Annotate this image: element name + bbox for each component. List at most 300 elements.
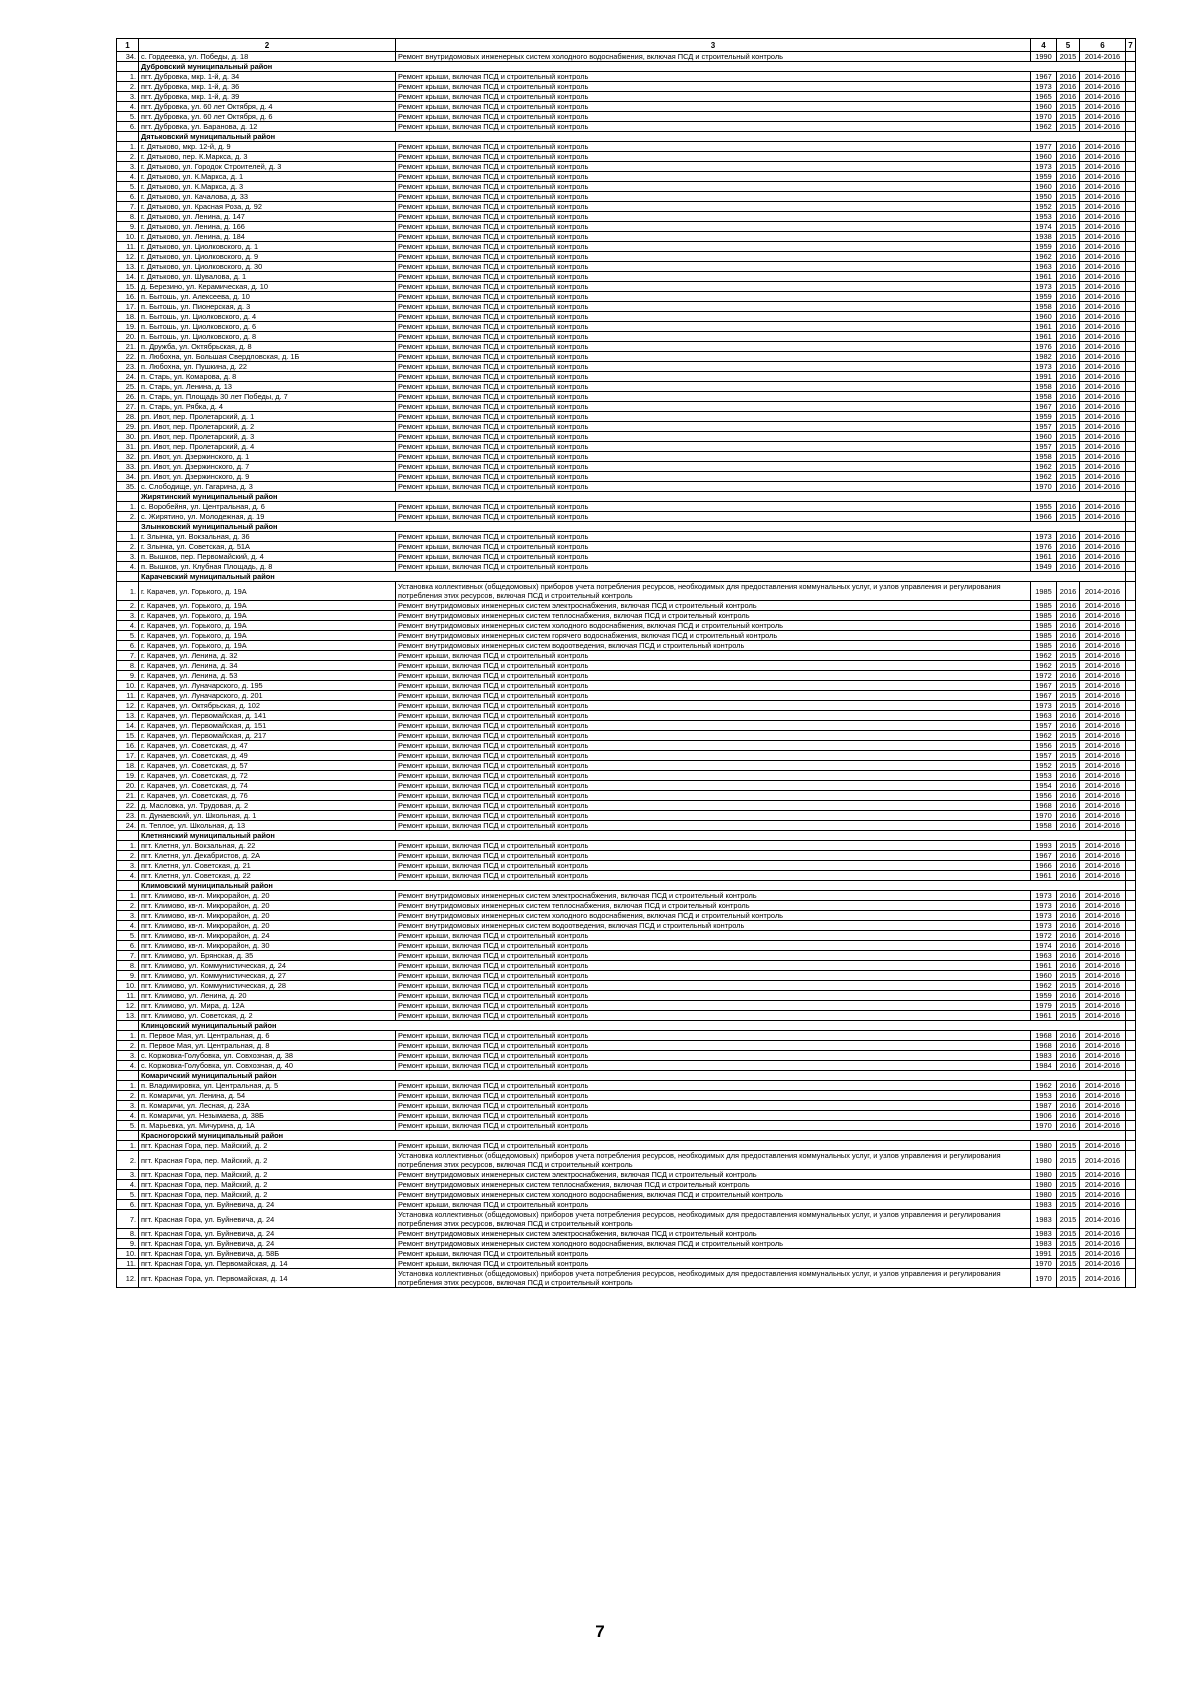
- note-cell: [1126, 631, 1136, 641]
- row-number: 27.: [117, 402, 139, 412]
- planned-year-cell: 2016: [1057, 532, 1080, 542]
- program-period-cell: 2014-2016: [1080, 1200, 1126, 1210]
- work-type-cell: Ремонт крыши, включая ПСД и строительный контроль: [396, 312, 1031, 322]
- row-number: 4.: [117, 921, 139, 931]
- note-cell: [1126, 991, 1136, 1001]
- table-row: [117, 1190, 1136, 1200]
- table-row: [117, 182, 1136, 192]
- program-period-cell: 2014-2016: [1080, 442, 1126, 452]
- program-period-cell: 2014-2016: [1080, 172, 1126, 182]
- table-row: [117, 1031, 1136, 1041]
- program-period-cell: 2014-2016: [1080, 122, 1126, 132]
- commissioning-year-cell: 1970: [1031, 1121, 1057, 1131]
- planned-year-cell: 2016: [1057, 1041, 1080, 1051]
- planned-year-cell: 2016: [1057, 931, 1080, 941]
- row-number: 1.: [117, 142, 139, 152]
- row-number: 8.: [117, 961, 139, 971]
- row-number: 11.: [117, 242, 139, 252]
- row-number: 20.: [117, 332, 139, 342]
- note-cell: [1126, 651, 1136, 661]
- row-number: 24.: [117, 372, 139, 382]
- program-period-cell: 2014-2016: [1080, 701, 1126, 711]
- table-row: [117, 761, 1136, 771]
- commissioning-year-cell: 1973: [1031, 901, 1057, 911]
- work-type-cell: Ремонт крыши, включая ПСД и строительный контроль: [396, 232, 1031, 242]
- commissioning-year-cell: 1960: [1031, 432, 1057, 442]
- address-cell: г. Карачев, ул. Советская, д. 74: [139, 781, 396, 791]
- row-number: 1.: [117, 1031, 139, 1041]
- address-cell: г. Карачев, ул. Луначарского, д. 201: [139, 691, 396, 701]
- program-period-cell: 2014-2016: [1080, 611, 1126, 621]
- planned-year-cell: 2015: [1057, 1190, 1080, 1200]
- note-cell: [1126, 821, 1136, 831]
- commissioning-year-cell: 1968: [1031, 1041, 1057, 1051]
- note-cell: [1126, 482, 1136, 492]
- planned-year-cell: 2016: [1057, 641, 1080, 651]
- address-cell: пгт. Климово, кв-л. Микрорайон, д. 30: [139, 941, 396, 951]
- table-row: [117, 1259, 1136, 1269]
- planned-year-cell: 2015: [1057, 472, 1080, 482]
- table-row: [117, 202, 1136, 212]
- row-number: 29.: [117, 422, 139, 432]
- table-row: [117, 781, 1136, 791]
- section-header-row: [117, 1071, 1136, 1081]
- address-cell: п. Первое Мая, ул. Центральная, д. 6: [139, 1031, 396, 1041]
- work-type-cell: Ремонт крыши, включая ПСД и строительный контроль: [396, 981, 1031, 991]
- commissioning-year-cell: 1970: [1031, 811, 1057, 821]
- commissioning-year-cell: 1960: [1031, 182, 1057, 192]
- program-period-cell: 2014-2016: [1080, 721, 1126, 731]
- address-cell: пгт. Красная Гора, ул. Буйневича, д. 24: [139, 1210, 396, 1229]
- note-cell: [1126, 92, 1136, 102]
- address-cell: рп. Ивот, ул. Дзержинского, д. 1: [139, 452, 396, 462]
- address-cell: пгт. Климово, ул. Коммунистическая, д. 28: [139, 981, 396, 991]
- address-cell: п. Бытошь, ул. Алексеева, д. 10: [139, 292, 396, 302]
- row-number: 12.: [117, 252, 139, 262]
- work-type-cell: Ремонт крыши, включая ПСД и строительный контроль: [396, 192, 1031, 202]
- row-number: 7.: [117, 651, 139, 661]
- row-number: 2.: [117, 1091, 139, 1101]
- row-number: 12.: [117, 701, 139, 711]
- row-number: 3.: [117, 1051, 139, 1061]
- row-number: 9.: [117, 1239, 139, 1249]
- planned-year-cell: 2016: [1057, 801, 1080, 811]
- note-cell: [1126, 352, 1136, 362]
- note-cell: [1126, 741, 1136, 751]
- commissioning-year-cell: 1985: [1031, 631, 1057, 641]
- address-cell: п. Комаричи, ул. Лесная, д. 23А: [139, 1101, 396, 1111]
- planned-year-cell: 2016: [1057, 562, 1080, 572]
- row-number: 30.: [117, 432, 139, 442]
- note-cell: [1126, 582, 1136, 601]
- work-type-cell: Ремонт крыши, включая ПСД и строительный контроль: [396, 1259, 1031, 1269]
- district-title: Жирятинский муниципальный район: [139, 492, 1126, 502]
- program-period-cell: 2014-2016: [1080, 542, 1126, 552]
- table-row: [117, 911, 1136, 921]
- address-cell: с. Воробейня, ул. Центральная, д. 6: [139, 502, 396, 512]
- row-number-cell: [117, 1071, 139, 1081]
- program-period-cell: 2014-2016: [1080, 52, 1126, 62]
- note-cell: [1126, 212, 1136, 222]
- table-row: [117, 432, 1136, 442]
- planned-year-cell: 2016: [1057, 482, 1080, 492]
- address-cell: п. Старь, ул. Ленина, д. 13: [139, 382, 396, 392]
- program-period-cell: 2014-2016: [1080, 322, 1126, 332]
- program-period-cell: 2014-2016: [1080, 691, 1126, 701]
- row-number: 11.: [117, 691, 139, 701]
- table-row: [117, 1210, 1136, 1229]
- commissioning-year-cell: 1967: [1031, 691, 1057, 701]
- work-type-cell: Ремонт внутридомовых инженерных систем теплоснабжения, включая ПСД и строительный контроль: [396, 901, 1031, 911]
- program-period-cell: 2014-2016: [1080, 1061, 1126, 1071]
- row-number: 6.: [117, 122, 139, 132]
- table-row: [117, 1001, 1136, 1011]
- work-type-cell: Ремонт крыши, включая ПСД и строительный контроль: [396, 402, 1031, 412]
- table-row: [117, 951, 1136, 961]
- table-row: [117, 442, 1136, 452]
- work-type-cell: Ремонт крыши, включая ПСД и строительный контроль: [396, 252, 1031, 262]
- table-row: [117, 362, 1136, 372]
- note-cell: [1126, 492, 1136, 502]
- work-type-cell: Ремонт крыши, включая ПСД и строительный контроль: [396, 422, 1031, 432]
- commissioning-year-cell: 1973: [1031, 921, 1057, 931]
- note-cell: [1126, 82, 1136, 92]
- address-cell: г. Карачев, ул. Первомайская, д. 217: [139, 731, 396, 741]
- note-cell: [1126, 142, 1136, 152]
- commissioning-year-cell: 1967: [1031, 681, 1057, 691]
- work-type-cell: Ремонт внутридомовых инженерных систем теплоснабжения, включая ПСД и строительный контроль: [396, 1180, 1031, 1190]
- note-cell: [1126, 562, 1136, 572]
- note-cell: [1126, 122, 1136, 132]
- note-cell: [1126, 1091, 1136, 1101]
- program-period-cell: 2014-2016: [1080, 911, 1126, 921]
- table-row: [117, 342, 1136, 352]
- row-number: 1.: [117, 582, 139, 601]
- row-number: 11.: [117, 991, 139, 1001]
- address-cell: пгт. Красная Гора, пер. Майский, д. 2: [139, 1141, 396, 1151]
- work-type-cell: Установка коллективных (общедомовых) приборов учета потребления ресурсов, необходимых для предоставления коммунальных услуг, и узлов управления и регулирования потребления этих ресурсов, включая ПСД и строительный контроль: [396, 1269, 1031, 1288]
- work-type-cell: Ремонт крыши, включая ПСД и строительный контроль: [396, 671, 1031, 681]
- address-cell: г. Дятьково, ул. Шувалова, д. 1: [139, 272, 396, 282]
- row-number: 31.: [117, 442, 139, 452]
- program-period-cell: 2014-2016: [1080, 582, 1126, 601]
- note-cell: [1126, 202, 1136, 212]
- work-type-cell: Ремонт крыши, включая ПСД и строительный контроль: [396, 791, 1031, 801]
- program-period-cell: 2014-2016: [1080, 352, 1126, 362]
- address-cell: пгт. Красная Гора, пер. Майский, д. 2: [139, 1170, 396, 1180]
- commissioning-year-cell: 1959: [1031, 172, 1057, 182]
- row-number: 3.: [117, 861, 139, 871]
- note-cell: [1126, 552, 1136, 562]
- section-header-row: [117, 132, 1136, 142]
- table-row: [117, 1141, 1136, 1151]
- work-type-cell: Ремонт крыши, включая ПСД и строительный контроль: [396, 432, 1031, 442]
- planned-year-cell: 2015: [1057, 1001, 1080, 1011]
- note-cell: [1126, 701, 1136, 711]
- header-col-1: 1: [117, 39, 139, 52]
- table-row: [117, 562, 1136, 572]
- note-cell: [1126, 322, 1136, 332]
- note-cell: [1126, 931, 1136, 941]
- section-header-row: [117, 492, 1136, 502]
- program-period-cell: 2014-2016: [1080, 801, 1126, 811]
- commissioning-year-cell: 1966: [1031, 512, 1057, 522]
- work-type-cell: Ремонт крыши, включая ПСД и строительный контроль: [396, 392, 1031, 402]
- table-row: [117, 741, 1136, 751]
- program-period-cell: 2014-2016: [1080, 532, 1126, 542]
- table-row: [117, 412, 1136, 422]
- commissioning-year-cell: 1985: [1031, 621, 1057, 631]
- work-type-cell: Ремонт крыши, включая ПСД и строительный контроль: [396, 82, 1031, 92]
- note-cell: [1126, 542, 1136, 552]
- planned-year-cell: 2016: [1057, 961, 1080, 971]
- row-number: 21.: [117, 342, 139, 352]
- row-number: 10.: [117, 681, 139, 691]
- address-cell: г. Карачев, ул. Первомайская, д. 151: [139, 721, 396, 731]
- note-cell: [1126, 671, 1136, 681]
- program-period-cell: 2014-2016: [1080, 92, 1126, 102]
- commissioning-year-cell: 1962: [1031, 252, 1057, 262]
- address-cell: п. Старь, ул. Площадь 30 лет Победы, д. 7: [139, 392, 396, 402]
- note-cell: [1126, 532, 1136, 542]
- table-row: [117, 961, 1136, 971]
- program-period-cell: 2014-2016: [1080, 472, 1126, 482]
- row-number: 2.: [117, 601, 139, 611]
- address-cell: г. Карачев, ул. Горького, д. 19А: [139, 641, 396, 651]
- note-cell: [1126, 1141, 1136, 1151]
- program-period-cell: 2014-2016: [1080, 971, 1126, 981]
- table-row: [117, 791, 1136, 801]
- address-cell: г. Дятьково, ул. Красная Роза, д. 92: [139, 202, 396, 212]
- row-number: 35.: [117, 482, 139, 492]
- commissioning-year-cell: 1961: [1031, 272, 1057, 282]
- address-cell: пгт. Красная Гора, ул. Буйневича, д. 24: [139, 1239, 396, 1249]
- program-period-cell: 2014-2016: [1080, 292, 1126, 302]
- row-number-cell: [117, 492, 139, 502]
- note-cell: [1126, 332, 1136, 342]
- program-period-cell: 2014-2016: [1080, 771, 1126, 781]
- row-number: 4.: [117, 562, 139, 572]
- commissioning-year-cell: 1973: [1031, 282, 1057, 292]
- row-number: 3.: [117, 552, 139, 562]
- work-type-cell: Ремонт крыши, включая ПСД и строительный контроль: [396, 1200, 1031, 1210]
- row-number: 2.: [117, 901, 139, 911]
- work-type-cell: Ремонт крыши, включая ПСД и строительный контроль: [396, 691, 1031, 701]
- address-cell: пгт. Дубровка, мкр. 1-й, д. 34: [139, 72, 396, 82]
- work-type-cell: Ремонт крыши, включая ПСД и строительный контроль: [396, 352, 1031, 362]
- address-cell: пгт. Климово, кв-л. Микрорайон, д. 20: [139, 911, 396, 921]
- note-cell: [1126, 442, 1136, 452]
- row-number: 10.: [117, 981, 139, 991]
- row-number: 23.: [117, 362, 139, 372]
- program-period-cell: 2014-2016: [1080, 182, 1126, 192]
- work-type-cell: Ремонт крыши, включая ПСД и строительный контроль: [396, 472, 1031, 482]
- program-period-cell: 2014-2016: [1080, 671, 1126, 681]
- commissioning-year-cell: 1952: [1031, 202, 1057, 212]
- note-cell: [1126, 382, 1136, 392]
- table-row: [117, 1091, 1136, 1101]
- table-row: [117, 1051, 1136, 1061]
- address-cell: пгт. Дубровка, мкр. 1-й, д. 36: [139, 82, 396, 92]
- table-row: [117, 52, 1136, 62]
- planned-year-cell: 2016: [1057, 851, 1080, 861]
- table-row: [117, 292, 1136, 302]
- table-row: [117, 422, 1136, 432]
- commissioning-year-cell: 1990: [1031, 52, 1057, 62]
- program-period-cell: 2014-2016: [1080, 432, 1126, 442]
- program-period-cell: 2014-2016: [1080, 202, 1126, 212]
- address-cell: п. Комаричи, ул. Ленина, д. 54: [139, 1091, 396, 1101]
- address-cell: пгт. Клетня, ул. Вокзальная, д. 22: [139, 841, 396, 851]
- table-row: [117, 322, 1136, 332]
- district-title: Клетнянский муниципальный район: [139, 831, 1126, 841]
- row-number: 18.: [117, 761, 139, 771]
- work-type-cell: Ремонт крыши, включая ПСД и строительный контроль: [396, 502, 1031, 512]
- row-number: 21.: [117, 791, 139, 801]
- note-cell: [1126, 272, 1136, 282]
- row-number-cell: [117, 522, 139, 532]
- note-cell: [1126, 1269, 1136, 1288]
- planned-year-cell: 2016: [1057, 1081, 1080, 1091]
- table-row: [117, 721, 1136, 731]
- planned-year-cell: 2015: [1057, 202, 1080, 212]
- note-cell: [1126, 921, 1136, 931]
- work-type-cell: Ремонт внутридомовых инженерных систем электроснабжения, включая ПСД и строительный контроль: [396, 891, 1031, 901]
- work-type-cell: Ремонт крыши, включая ПСД и строительный контроль: [396, 1041, 1031, 1051]
- address-cell: рп. Ивот, пер. Пролетарский, д. 1: [139, 412, 396, 422]
- note-cell: [1126, 372, 1136, 382]
- program-period-cell: 2014-2016: [1080, 462, 1126, 472]
- planned-year-cell: 2016: [1057, 921, 1080, 931]
- note-cell: [1126, 462, 1136, 472]
- planned-year-cell: 2015: [1057, 681, 1080, 691]
- district-title: Дубровский муниципальный район: [139, 62, 1126, 72]
- address-cell: п. Любохна, ул. Большая Свердловская, д. 1Б: [139, 352, 396, 362]
- commissioning-year-cell: 1959: [1031, 242, 1057, 252]
- program-period-cell: 2014-2016: [1080, 1170, 1126, 1180]
- row-number: 11.: [117, 1259, 139, 1269]
- note-cell: [1126, 1061, 1136, 1071]
- address-cell: г. Карачев, ул. Ленина, д. 34: [139, 661, 396, 671]
- work-type-cell: Ремонт крыши, включая ПСД и строительный контроль: [396, 412, 1031, 422]
- commissioning-year-cell: 1970: [1031, 482, 1057, 492]
- commissioning-year-cell: 1963: [1031, 951, 1057, 961]
- table-row: [117, 472, 1136, 482]
- program-period-cell: 2014-2016: [1080, 751, 1126, 761]
- table-row: [117, 1081, 1136, 1091]
- planned-year-cell: 2015: [1057, 162, 1080, 172]
- address-cell: г. Карачев, ул. Горького, д. 19А: [139, 601, 396, 611]
- program-period-cell: 2014-2016: [1080, 382, 1126, 392]
- work-type-cell: Ремонт крыши, включая ПСД и строительный контроль: [396, 512, 1031, 522]
- note-cell: [1126, 751, 1136, 761]
- header-col-7: 7: [1126, 39, 1136, 52]
- table-row: [117, 332, 1136, 342]
- planned-year-cell: 2015: [1057, 1151, 1080, 1170]
- commissioning-year-cell: 1979: [1031, 1001, 1057, 1011]
- work-type-cell: Ремонт крыши, включая ПСД и строительный контроль: [396, 72, 1031, 82]
- row-number: 8.: [117, 212, 139, 222]
- address-cell: г. Карачев, ул. Ленина, д. 53: [139, 671, 396, 681]
- address-cell: пгт. Красная Гора, ул. Буйневича, д. 24: [139, 1229, 396, 1239]
- planned-year-cell: 2015: [1057, 452, 1080, 462]
- work-type-cell: Ремонт крыши, включая ПСД и строительный контроль: [396, 242, 1031, 252]
- table-row: [117, 731, 1136, 741]
- table-row: [117, 891, 1136, 901]
- note-cell: [1126, 731, 1136, 741]
- planned-year-cell: 2015: [1057, 52, 1080, 62]
- planned-year-cell: 2015: [1057, 661, 1080, 671]
- address-cell: г. Карачев, ул. Октябрьская, д. 102: [139, 701, 396, 711]
- commissioning-year-cell: 1962: [1031, 122, 1057, 132]
- program-period-cell: 2014-2016: [1080, 1190, 1126, 1200]
- address-cell: пгт. Клетня, ул. Советская, д. 22: [139, 871, 396, 881]
- note-cell: [1126, 252, 1136, 262]
- table-row: [117, 502, 1136, 512]
- row-number: 28.: [117, 412, 139, 422]
- program-period-cell: 2014-2016: [1080, 262, 1126, 272]
- table-row: [117, 871, 1136, 881]
- address-cell: г. Карачев, ул. Горького, д. 19А: [139, 621, 396, 631]
- table-row: [117, 1249, 1136, 1259]
- program-period-cell: 2014-2016: [1080, 981, 1126, 991]
- row-number: 1.: [117, 1141, 139, 1151]
- address-cell: рп. Ивот, ул. Дзержинского, д. 7: [139, 462, 396, 472]
- work-type-cell: Ремонт крыши, включая ПСД и строительный контроль: [396, 372, 1031, 382]
- row-number: 2.: [117, 1151, 139, 1170]
- planned-year-cell: 2016: [1057, 212, 1080, 222]
- table-row: [117, 1121, 1136, 1131]
- row-number: 8.: [117, 661, 139, 671]
- commissioning-year-cell: 1967: [1031, 72, 1057, 82]
- row-number: 1.: [117, 532, 139, 542]
- note-cell: [1126, 681, 1136, 691]
- program-period-cell: 2014-2016: [1080, 1249, 1126, 1259]
- work-type-cell: Установка коллективных (общедомовых) приборов учета потребления ресурсов, необходимых для предоставления коммунальных услуг, и узлов управления и регулирования потребления этих ресурсов, включая ПСД и строительный контроль: [396, 582, 1031, 601]
- planned-year-cell: 2016: [1057, 542, 1080, 552]
- address-cell: г. Дятьково, ул. Ленина, д. 184: [139, 232, 396, 242]
- program-period-cell: 2014-2016: [1080, 761, 1126, 771]
- district-title: Климовский муниципальный район: [139, 881, 1126, 891]
- address-cell: г. Дятьково, ул. К.Маркса, д. 1: [139, 172, 396, 182]
- planned-year-cell: 2016: [1057, 172, 1080, 182]
- planned-year-cell: 2015: [1057, 701, 1080, 711]
- work-type-cell: Ремонт крыши, включая ПСД и строительный контроль: [396, 172, 1031, 182]
- address-cell: п. Дружба, ул. Октябрьская, д. 8: [139, 342, 396, 352]
- commissioning-year-cell: 1962: [1031, 462, 1057, 472]
- table-row: [117, 72, 1136, 82]
- note-cell: [1126, 1071, 1136, 1081]
- program-period-cell: 2014-2016: [1080, 641, 1126, 651]
- program-period-cell: 2014-2016: [1080, 1180, 1126, 1190]
- planned-year-cell: 2016: [1057, 292, 1080, 302]
- address-cell: г. Карачев, ул. Луначарского, д. 195: [139, 681, 396, 691]
- commissioning-year-cell: 1956: [1031, 791, 1057, 801]
- work-type-cell: Ремонт крыши, включая ПСД и строительный контроль: [396, 162, 1031, 172]
- address-cell: г. Дятьково, пер. К.Маркса, д. 3: [139, 152, 396, 162]
- table-row: [117, 921, 1136, 931]
- table-row: [117, 771, 1136, 781]
- row-number: 19.: [117, 771, 139, 781]
- commissioning-year-cell: 1985: [1031, 641, 1057, 651]
- table-row: [117, 601, 1136, 611]
- commissioning-year-cell: 1961: [1031, 1011, 1057, 1021]
- work-type-cell: Ремонт крыши, включая ПСД и строительный контроль: [396, 442, 1031, 452]
- row-number-cell: [117, 1131, 139, 1141]
- planned-year-cell: 2016: [1057, 372, 1080, 382]
- address-cell: п. Дунаевский, ул. Школьная, д. 1: [139, 811, 396, 821]
- commissioning-year-cell: 1984: [1031, 1061, 1057, 1071]
